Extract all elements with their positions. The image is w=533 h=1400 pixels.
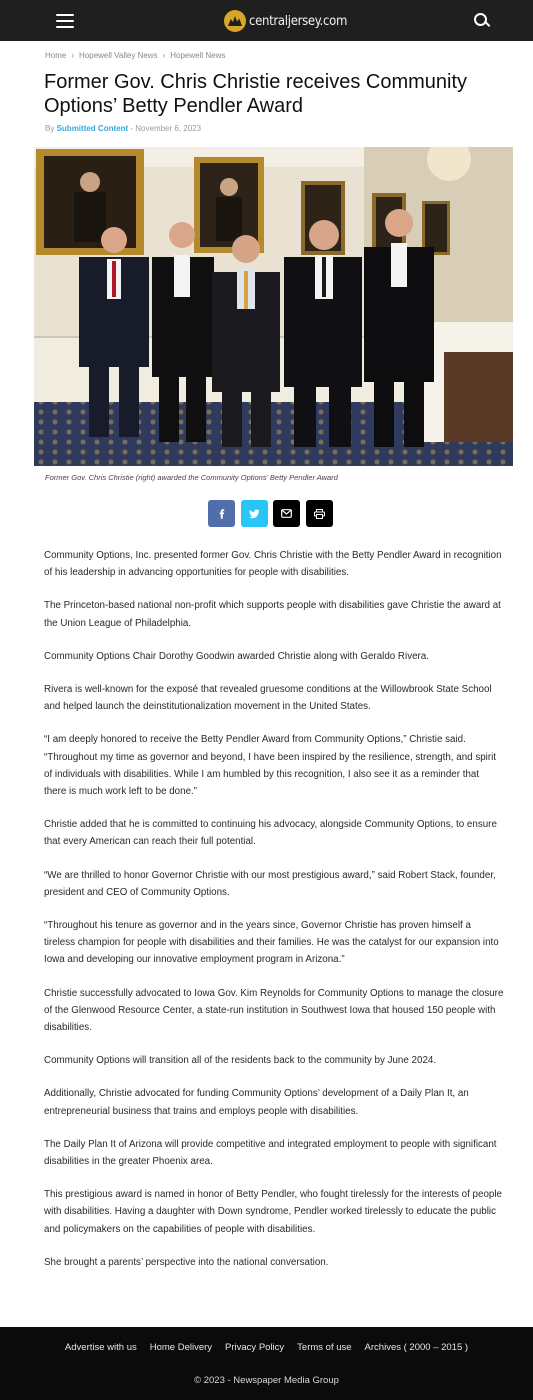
logo-text: centraljersey.com [249, 13, 348, 29]
breadcrumb [45, 51, 225, 60]
footer-links [0, 1342, 533, 1353]
share-email-button[interactable] [273, 500, 300, 527]
breadcrumb-hopewell-news[interactable]: Hopewell News [170, 51, 226, 60]
article-photo [34, 147, 513, 466]
article-paragraph: Community Options will transition all of the residents back to the community by June 2024. [44, 1055, 437, 1067]
article-paragraph: Christie added that he is committed to continuing his advocacy, alongside Community Options, to ensure that every American can reach their full potential. [44, 819, 497, 848]
article-paragraph: “We are thrilled to honor Governor Christie with our most prestigious award,” said Robert Stack, founder, president and CEO of Community Options. [44, 869, 496, 898]
footer-link-privacy-policy[interactable]: Privacy Policy [225, 1342, 285, 1353]
photo-illustration [34, 147, 513, 466]
facebook-icon [217, 509, 227, 519]
article-title: Former Gov. Chris Christie receives Community Options’ Betty Pendler Award [44, 71, 468, 117]
print-icon [314, 509, 325, 519]
article-paragraph: Community Options Chair Dorothy Goodwin awarded Christie along with Geraldo Rivera. [44, 650, 429, 662]
footer-link-archives[interactable]: Archives ( 2000 – 2015 ) [364, 1342, 469, 1353]
article-byline [45, 124, 201, 133]
article-body [44, 547, 504, 1287]
footer-copyright: © 2023 - Newspaper Media Group [194, 1375, 339, 1386]
byline-separator: - [130, 124, 134, 133]
article-paragraph: Additionally, Christie advocated for funding Community Options’ development of a Daily Plan It, an entrepreneurial business that trains and employs people with disabilities. [44, 1088, 469, 1117]
email-icon [281, 509, 292, 518]
article-paragraph: “Throughout his tenure as governor and in the years since, Governor Christie has proven himself a tireless champion for people with disabilities and their families. He was the catalyst for our expansion into Iowa and developing our innovative employment program in Arizona.” [44, 920, 499, 966]
hamburger-menu-icon[interactable] [56, 14, 74, 28]
search-icon[interactable] [474, 13, 490, 29]
site-header [0, 0, 533, 41]
article-paragraph: Christie successfully advocated to Iowa Gov. Kim Reynolds for Community Options to manage the closure of the Glenwood Resource Center, a state-run institution in Southwest Iowa that housed 150 people with disabilities. [44, 987, 504, 1034]
footer-link-home-delivery[interactable]: Home Delivery [149, 1342, 213, 1353]
share-facebook-button[interactable] [208, 500, 235, 527]
article-paragraph: This prestigious award is named in honor of Betty Pendler, who fought tirelessly for the interests of people with disabilities. Having a daughter with Down syndrome, Pendler worked tirelessly to educate the public and policymakers on the capabilities of people with disabilities. [44, 1189, 502, 1235]
breadcrumb-home[interactable]: Home [45, 51, 67, 60]
article-paragraph: She brought a parents’ perspective into the national conversation. [44, 1256, 329, 1268]
article-paragraph: The Daily Plan It of Arizona will provide competitive and integrated employment to people with significant disabilities in the greater Phoenix area. [44, 1138, 497, 1168]
twitter-icon [249, 509, 260, 519]
article-paragraph: “I am deeply honored to receive the Betty Pendler Award from Community Options,” Christie said. “Throughout my time as governor and beyond, I have been inspired by the resilience, strength, and spirit of individuals with disabilities. While I am humbled by this recognition, I also see it as a reminder that there is much work left to be done.” [44, 734, 497, 798]
author-link[interactable]: Submitted Content [56, 124, 129, 133]
site-footer [0, 1327, 533, 1400]
article-date: November 6, 2023 [135, 124, 202, 133]
chevron-right-icon: › [162, 51, 166, 60]
share-print-button[interactable] [306, 500, 333, 527]
byline-prefix: By [45, 124, 55, 133]
photo-caption: Former Gov. Chris Christie (right) awarded the Community Options’ Betty Pendler Award [45, 473, 338, 482]
share-twitter-button[interactable] [241, 500, 268, 527]
logo-skyline-icon [224, 10, 246, 32]
footer-link-advertise[interactable]: Advertise with us [64, 1342, 137, 1353]
footer-link-terms-of-use[interactable]: Terms of use [297, 1342, 352, 1353]
article-paragraph: The Princeton-based national non-profit which supports people with disabilities gave Christie the award at the Union League of Philadelphia. [44, 600, 501, 629]
breadcrumb-hopewell-valley-news[interactable]: Hopewell Valley News [79, 51, 158, 60]
article-paragraph: Community Options, Inc. presented former Gov. Chris Christie with the Betty Pendler Award in recognition of his leadership in advancing opportunities for people with disabilities. [44, 550, 502, 579]
site-logo[interactable] [224, 9, 347, 33]
chevron-right-icon: › [71, 51, 75, 60]
article-paragraph: Rivera is well-known for the exposé that revealed gruesome conditions at the Willowbrook State School and helped launch the deinstitutionalization movement in the United States. [44, 684, 492, 713]
